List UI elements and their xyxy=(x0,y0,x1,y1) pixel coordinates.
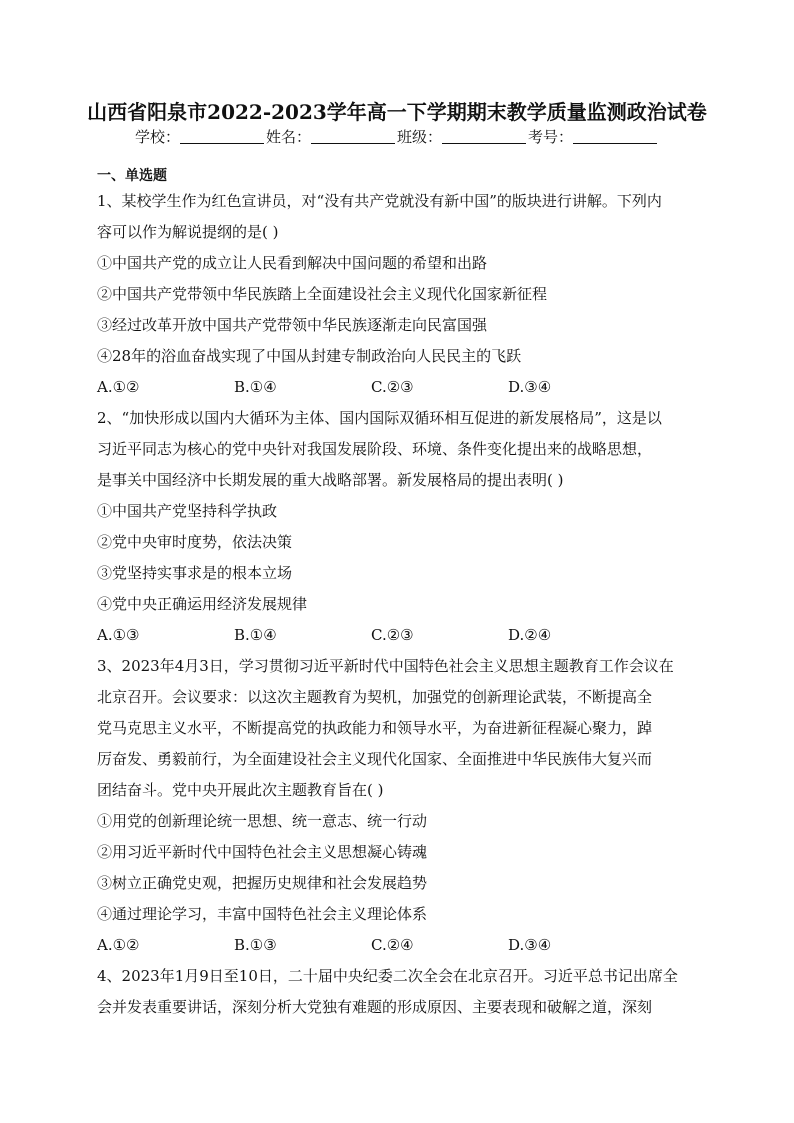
question-stem-line: 厉奋发、勇毅前行，为全面建设社会主义现代化国家、全面推进中华民族伟大复兴而 xyxy=(97,750,653,768)
option-a: A.①② xyxy=(97,378,140,396)
exam-number-label: 考号： xyxy=(528,128,574,146)
question-stem-line: 北京召开。会议要求：以这次主题教育为契机，加强党的创新理论武装，不断提高全 xyxy=(97,688,653,706)
student-info-line xyxy=(0,126,794,147)
answer-options xyxy=(97,372,697,403)
option-c: C.②③ xyxy=(371,378,414,396)
statement-item: ②用习近平新时代中国特色社会主义思想凝心铸魂 xyxy=(97,843,428,861)
question-3 xyxy=(97,651,697,961)
option-d: D.③④ xyxy=(508,378,552,396)
option-d: D.②④ xyxy=(508,626,552,644)
question-2 xyxy=(97,403,697,651)
statement-item: ①中国共产党坚持科学执政 xyxy=(97,502,278,520)
statement-item: ①用党的创新理论统一思想、统一意志、统一行动 xyxy=(97,812,428,830)
school-blank xyxy=(180,129,264,144)
statement-item: ④党中央正确运用经济发展规律 xyxy=(97,595,308,613)
option-a: A.①③ xyxy=(97,626,140,644)
option-b: B.①④ xyxy=(234,378,277,396)
question-stem-line: 4、2023年1月9日至10日，二十届中央纪委二次全会在北京召开。习近平总书记出席全 xyxy=(97,967,678,985)
exam-content xyxy=(97,166,697,1023)
question-stem-line: 容可以作为解说提纲的是( ) xyxy=(97,223,279,241)
option-b: B.①③ xyxy=(234,936,277,954)
statement-item: ③党坚持实事求是的根本立场 xyxy=(97,564,293,582)
class-label: 班级： xyxy=(397,128,443,146)
question-4 xyxy=(97,961,697,1023)
statement-item: ①中国共产党的成立让人民看到解决中国问题的希望和出路 xyxy=(97,254,488,272)
statement-item: ④通过理论学习，丰富中国特色社会主义理论体系 xyxy=(97,905,428,923)
question-stem-line: 团结奋斗。党中央开展此次主题教育旨在( ) xyxy=(97,781,384,799)
question-stem-line: 2、“加快形成以国内大循环为主体、国内国际双循环相互促进的新发展格局”，这是以 xyxy=(97,409,662,427)
section-heading: 一、单选题 xyxy=(97,168,167,184)
answer-options xyxy=(97,620,697,651)
option-c: C.②③ xyxy=(371,626,414,644)
name-blank xyxy=(311,129,395,144)
statement-item: ②党中央审时度势，依法决策 xyxy=(97,533,293,551)
statement-item: ②中国共产党带领中华民族踏上全面建设社会主义现代化国家新征程 xyxy=(97,285,548,303)
option-d: D.③④ xyxy=(508,936,552,954)
statement-item: ③经过改革开放中国共产党带领中华民族逐渐走向民富国强 xyxy=(97,316,488,334)
question-stem-line: 3、2023年4月3日，学习贯彻习近平新时代中国特色社会主义思想主题教育工作会议在 xyxy=(97,657,674,675)
option-a: A.①② xyxy=(97,936,140,954)
statement-item: ③树立正确党史观，把握历史规律和社会发展趋势 xyxy=(97,874,428,892)
name-label: 姓名： xyxy=(265,128,311,146)
question-1 xyxy=(97,186,697,403)
question-stem-line: 会并发表重要讲话，深刻分析大党独有难题的形成原因、主要表现和破解之道，深刻 xyxy=(97,998,653,1016)
option-b: B.①④ xyxy=(234,626,277,644)
school-label: 学校： xyxy=(134,128,180,146)
exam-title: 山西省阳泉市2022-2023学年高一下学期期末教学质量监测政治试卷 xyxy=(87,100,707,124)
answer-options xyxy=(97,930,697,961)
question-stem-line: 党马克思主义水平，不断提高党的执政能力和领导水平，为奋进新征程凝心聚力，踔 xyxy=(97,719,653,737)
option-c: C.②④ xyxy=(371,936,414,954)
question-stem-line: 是事关中国经济中长期发展的重大战略部署。新发展格局的提出表明( ) xyxy=(97,471,564,489)
exam-number-blank xyxy=(573,129,657,144)
class-blank xyxy=(442,129,526,144)
question-stem-line: 1、某校学生作为红色宣讲员，对“没有共产党就没有新中国”的版块进行讲解。下列内 xyxy=(97,192,662,210)
question-stem-line: 习近平同志为核心的党中央针对我国发展阶段、环境、条件变化提出来的战略思想， xyxy=(97,440,653,458)
statement-item: ④28年的浴血奋战实现了中国从封建专制政治向人民民主的飞跃 xyxy=(97,347,522,365)
